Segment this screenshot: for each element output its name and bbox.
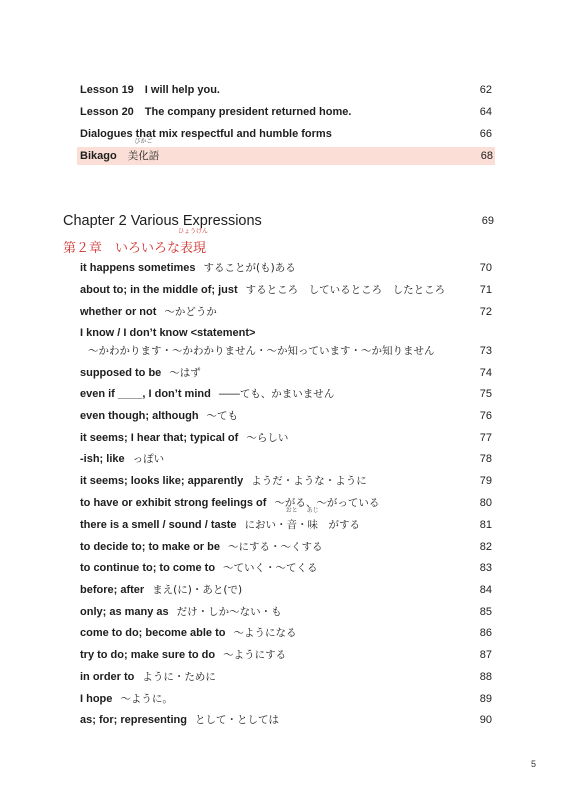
- entry-title: in order to: [80, 671, 135, 683]
- entry-japanese: [127, 138, 160, 162]
- kanji-text: 味: [307, 519, 318, 531]
- entry-title: it happens sometimes: [80, 262, 196, 274]
- toc-entry[interactable]: [80, 472, 494, 490]
- toc-entry[interactable]: [80, 559, 494, 577]
- entry-japanese: することが(も)ある: [203, 262, 296, 274]
- entry-title: Bikago: [80, 150, 117, 162]
- entry-title: I know / I don’t know <statement>: [80, 327, 256, 339]
- entry-title: only; as many as: [80, 606, 169, 618]
- page-number: 71: [479, 284, 492, 296]
- ruby-text: おと: [285, 507, 298, 514]
- entry-japanese: ように・ために: [142, 671, 216, 683]
- toc-entry[interactable]: [80, 103, 494, 121]
- entry-japanese: ～ていく・～てくる: [223, 562, 318, 574]
- page-number: 86: [479, 627, 492, 639]
- toc-entry[interactable]: [80, 668, 494, 686]
- page-number: 83: [479, 562, 492, 574]
- kanji-text: 表現: [180, 241, 207, 256]
- toc-entry[interactable]: [80, 429, 494, 447]
- entry-japanese: ようだ・ような・ように: [251, 475, 367, 487]
- page-number: 62: [479, 84, 492, 96]
- page-number: 80: [479, 497, 492, 509]
- entry-japanese: ～かどうか: [164, 306, 217, 318]
- page-number: 74: [479, 367, 492, 379]
- entry-title: as; for; representing: [80, 714, 187, 726]
- jp-segment: がする: [318, 519, 360, 531]
- entry-title: -ish; like: [80, 453, 125, 465]
- toc-entry[interactable]: [80, 507, 494, 534]
- entry-japanese: だけ・しか～ない・も: [176, 606, 282, 618]
- toc-entry[interactable]: [80, 303, 494, 321]
- jp-segment: ・: [297, 519, 308, 531]
- page-number: 85: [479, 606, 492, 618]
- entry-title: Lesson 20 The company president returned home.: [80, 106, 352, 118]
- page-number: 77: [479, 432, 492, 444]
- chapter-page-number: 69: [481, 215, 494, 227]
- toc-entry[interactable]: [80, 385, 494, 403]
- toc-entry-highlighted[interactable]: [77, 138, 495, 165]
- page-number: 84: [479, 584, 492, 596]
- ruby-text: あじ: [306, 507, 319, 514]
- entry-japanese: [244, 507, 361, 531]
- toc-entry[interactable]: [80, 538, 494, 556]
- page-folio: 5: [531, 759, 537, 769]
- entry-title: even if ____, I don’t mind: [80, 388, 211, 400]
- toc-entry[interactable]: [80, 324, 494, 362]
- entry-title: it seems; looks like; apparently: [80, 475, 244, 487]
- entry-japanese: するところ しているところ したところ: [245, 284, 446, 296]
- entry-title: before; after: [80, 584, 145, 596]
- entry-japanese: ～ようになる: [233, 627, 297, 639]
- toc-entry[interactable]: [80, 450, 494, 468]
- entry-japanese: ～ように。: [120, 693, 173, 705]
- page-number: 89: [479, 693, 492, 705]
- entry-japanese: ～かわかります・～かわかりません・～か知っています・～か知りません: [88, 345, 435, 357]
- entry-title: it seems; I hear that; typical of: [80, 432, 239, 444]
- entry-title: to continue to; to come to: [80, 562, 216, 574]
- toc-entry[interactable]: [80, 581, 494, 599]
- kanji-text: 美化語: [127, 150, 160, 162]
- entry-title: I hope: [80, 693, 113, 705]
- toc-entry[interactable]: [80, 281, 494, 299]
- entry-title: Lesson 19 I will help you.: [80, 84, 220, 96]
- page-number: 90: [479, 714, 492, 726]
- entry-japanese: ～らしい: [246, 432, 289, 444]
- entry-title: try to do; make sure to do: [80, 649, 216, 661]
- page-number: 75: [479, 388, 492, 400]
- page-number: 73: [479, 345, 492, 357]
- entry-japanese: ～ても: [206, 410, 239, 422]
- entry-japanese: ～にする・～くする: [227, 541, 323, 553]
- chapter-title[interactable]: Chapter 2 Various Expressions: [63, 213, 262, 229]
- entry-japanese: ～ようにする: [223, 649, 287, 661]
- toc-entry[interactable]: [80, 364, 494, 382]
- page-number: 78: [479, 453, 492, 465]
- page-number: 70: [479, 262, 492, 274]
- toc-entry[interactable]: [80, 259, 494, 277]
- page-number: 68: [480, 150, 493, 162]
- entry-title: Dialogues that mix respectful and humble forms: [80, 128, 332, 140]
- page-number: 88: [479, 671, 492, 683]
- entry-japanese: ～はず: [169, 367, 201, 379]
- entry-japanese: っぽい: [132, 453, 165, 465]
- page-number: 72: [479, 306, 492, 318]
- entry-japanese: として・としては: [194, 714, 279, 726]
- chapter-title-japanese: [63, 228, 209, 256]
- ruby-text: ひょうげん: [178, 228, 209, 235]
- entry-japanese: ～がる、～がっている: [274, 497, 380, 509]
- entry-title: to have or exhibit strong feelings of: [80, 497, 267, 509]
- entry-title: supposed to be: [80, 367, 162, 379]
- entry-title: to decide to; to make or be: [80, 541, 220, 553]
- chapter-jp-prefix: 第２章 いろいろな: [63, 241, 181, 256]
- jp-segment: におい・: [244, 519, 287, 531]
- kanji-text: 音: [286, 519, 297, 531]
- toc-entry[interactable]: [80, 711, 494, 729]
- entry-title: about to; in the middle of; just: [80, 284, 238, 296]
- entry-japanese: まえ(に)・あと(で): [152, 584, 243, 596]
- entry-title: whether or not: [80, 306, 157, 318]
- page-number: 76: [479, 410, 492, 422]
- entry-title: even though; although: [80, 410, 199, 422]
- entry-japanese: ――ても、かまいません: [218, 388, 335, 400]
- toc-entry[interactable]: [80, 624, 494, 642]
- entry-title: come to do; become able to: [80, 627, 226, 639]
- page-number: 87: [479, 649, 492, 661]
- toc-entry[interactable]: [80, 646, 494, 664]
- page-number: 82: [479, 541, 492, 553]
- entry-title: there is a smell / sound / taste: [80, 519, 237, 531]
- page-number: 79: [479, 475, 492, 487]
- toc-entry[interactable]: [80, 690, 494, 708]
- toc-entry[interactable]: [80, 407, 494, 425]
- toc-entry[interactable]: [80, 81, 494, 99]
- page-number: 64: [479, 106, 492, 118]
- page-number: 66: [479, 128, 492, 140]
- toc-entry[interactable]: [80, 603, 494, 621]
- page-number: 81: [479, 519, 492, 531]
- ruby-text: びかご: [134, 138, 153, 145]
